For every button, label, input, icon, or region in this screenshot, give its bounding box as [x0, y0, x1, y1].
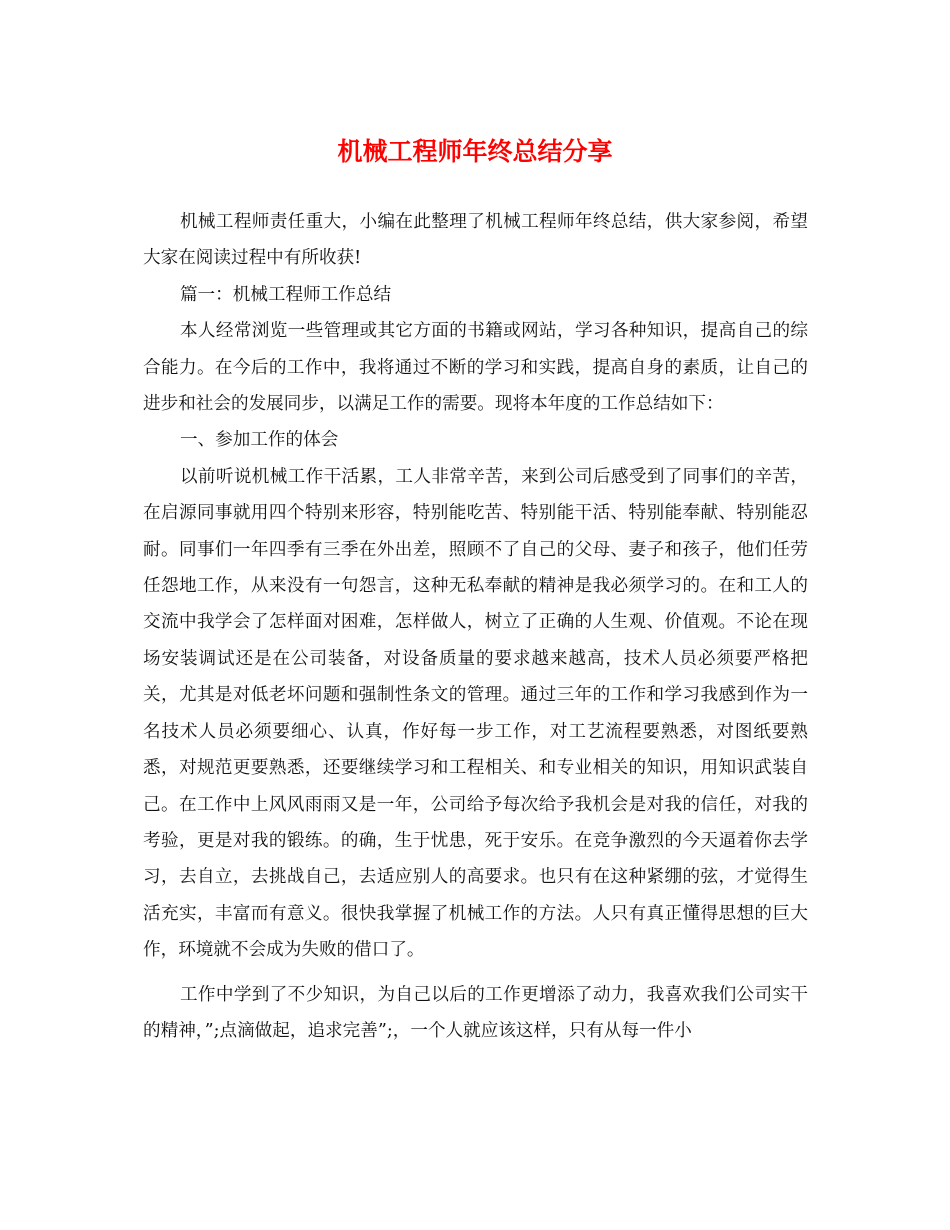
overview-paragraph: 本人经常浏览一些管理或其它方面的书籍或网站，学习各种知识，提高自己的综合能力。在今后的工作中，我将通过不断的学习和实践，提高自身的素质，让自己的进步和社会的发展同步，以满足工作的需要。现将本年度的工作总结如下：: [143, 321, 808, 415]
knowledge-paragraph: 工作中学到了不少知识，为自己以后的工作更增添了动力，我喜欢我们公司实干的精神，”;点滴做起，追求完善”;，一个人就应该这样，只有从每一件小: [143, 984, 808, 1041]
experience-paragraph: 以前听说机械工作干活累，工人非常辛苦，来到公司后感受到了同事们的辛苦，在启源同事就用四个特别来形容，特别能吃苦、特别能干活、特别能奉献、特别能忍耐。同事们一年四季有三季在外出差，照顾不了自己的父母、妻子和孩子，他们任劳任怨地工作，从来没有一句怨言，这种无私奉献的精神是我必须学习的。在和工人的交流中我学会了怎样面对困难，怎样做人，树立了正确的人生观、价值观。不论在现场安装调试还是在公司装备，对设备质量的要求越来越高，技术人员必须要严格把关，尤其是对低老坏问题和强制性条文的管理。通过三年的工作和学习我感到作为一名技术人员必须要细心、认真，作好每一步工作，对工艺流程要熟悉，对图纸要熟悉，对规范更要熟悉，还要继续学习和工程相关、和专业相关的知识，用知识武装自己。在工作中上风风雨雨又是一年，公司给予每次给予我机会是对我的信任，对我的考验，更是对我的锻练。的确，生于忧患，死于安乐。在竞争激烈的今天逼着你去学习，去自立，去挑战自己，去适应别人的高要求。也只有在这种紧绷的弦，才觉得生活充实，丰富而有意义。很快我掌握了机械工作的方法。人只有真正懂得思想的巨大作，环境就不会成为失败的借口了。: [143, 466, 808, 961]
section-heading-experience: 一、参加工作的体会: [179, 430, 339, 451]
section-heading-part-one: 篇一：机械工程师工作总结: [179, 284, 392, 305]
intro-paragraph: 机械工程师责任重大，小编在此整理了机械工程师年终总结，供大家参阅，希望大家在阅读过程中有所收获!: [143, 212, 808, 269]
document-title: 机械工程师年终总结分享: [337, 137, 613, 166]
document-body: [143, 204, 808, 1049]
